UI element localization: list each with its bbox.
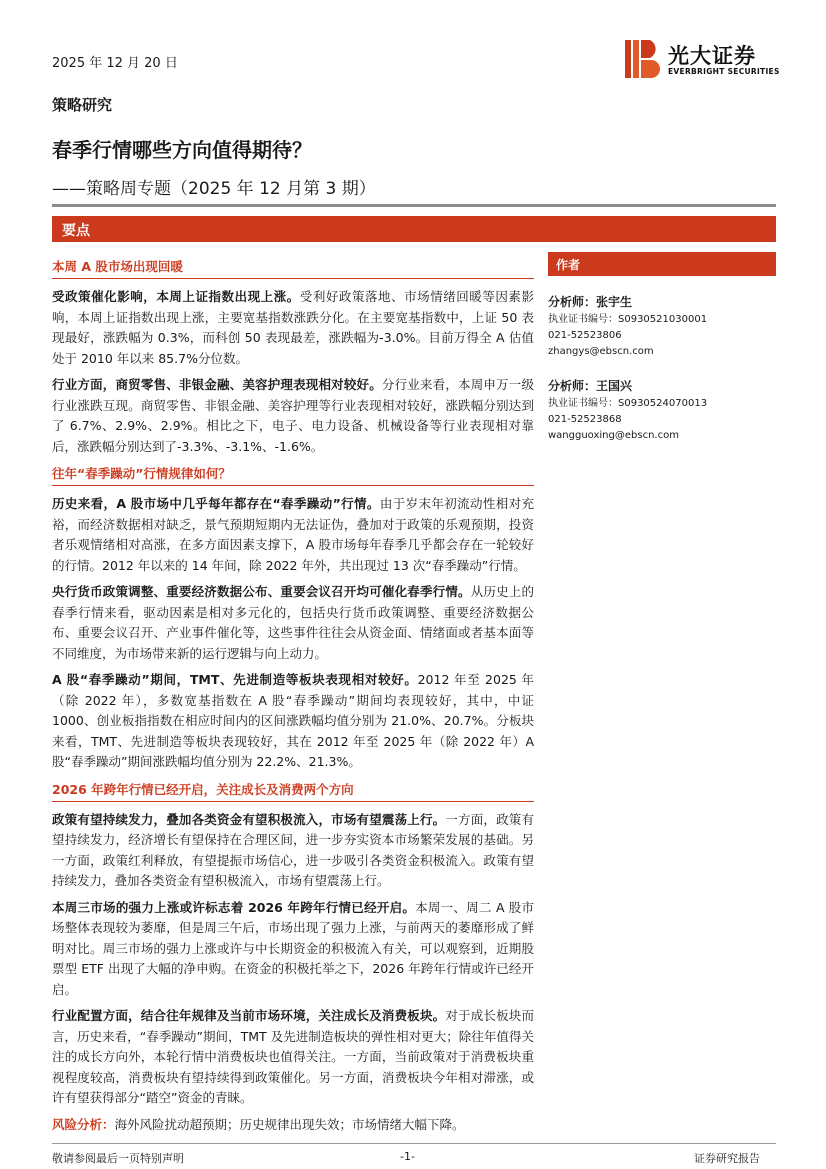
section-2 — [52, 463, 534, 773]
paragraph — [52, 898, 534, 1001]
section-heading: 本周 A 股市场出现回暖 — [52, 256, 534, 279]
paragraph-lead: 行业方面，商贸零售、非银金融、美容护理表现相对较好。 — [52, 377, 382, 392]
risk-text: 海外风险扰动超预期；历史规律出现失效；市场情绪大幅下降。 — [114, 1116, 465, 1132]
author-sidebar — [548, 252, 776, 444]
section-3 — [52, 779, 534, 1109]
paragraph-body: 由于岁末年初流动性相对充裕，而经济数据相对缺乏，景气预期短期内无法证伪，叠加对于政策的乐观预期，投资者乐观情绪相对高涨，在多方面因素支撑下，A 股市场每年春季几乎都会存在一轮较好的行情。2012 年以来的 14 年间，除 2022 年外，共出现过 13 次“春季躁动”行情。 — [52, 496, 534, 573]
logo-text-cn: 光大证券 — [668, 44, 756, 68]
analyst-phone: 021-52523868 — [548, 414, 622, 425]
page-number: -1- — [400, 1150, 415, 1163]
section-heading: 往年“春季躁动”行情规律如何？ — [52, 463, 534, 486]
paragraph-body: 一方面，政策有望持续发力，经济增长有望保持在合理区间，进一步夯实资本市场繁荣发展的基础。另一方面，政策红利释放，有望提振市场信心，进一步吸引各类资金积极流入。政策有望持续发力，叠加各类资金有望积极流入，市场有望震荡上行。 — [52, 811, 534, 888]
logo-text-en: EVERBRIGHT SECURITIES — [668, 67, 780, 76]
paragraph — [52, 375, 534, 457]
paragraph — [52, 582, 534, 664]
author-banner — [548, 252, 776, 276]
paragraph-lead: 行业配置方面，结合往年规律及当前市场环境，关注成长及消费板块。 — [52, 1008, 446, 1023]
risk-label: 风险分析： — [52, 1116, 115, 1132]
analyst-license: 执业证书编号：S0930521030001 — [548, 314, 708, 325]
divider — [52, 204, 776, 207]
analyst-license: 执业证书编号：S0930524070013 — [548, 398, 708, 409]
paragraph-lead: 央行货币政策调整、重要经济数据公布、重要会议召开均可催化春季行情。 — [52, 584, 471, 599]
paragraph-lead: 受政策催化影响，本周上证指数出现上涨。 — [52, 289, 300, 304]
paragraph — [52, 670, 534, 773]
paragraph-body: 受利好政策落地、市场情绪回暖等因素影响，本周上证指数出现上涨，主要宽基指数涨跌分化。在主要宽基指数中，上证 50 表现最好，涨跌幅为 0.3%，而科创 50 表现最差，涨跌幅为-3.0%。目前万得全 A 估值处于 2010 年以来 85.7%分位数。 — [52, 289, 534, 366]
company-logo — [622, 38, 782, 80]
analyst-name: 分析师：王国兴 — [548, 379, 633, 393]
paragraph-lead: 政策有望持续发力，叠加各类资金有望积极流入，市场有望震荡上行。 — [52, 811, 446, 827]
analyst-phone: 021-52523806 — [548, 330, 622, 341]
paragraph-body: 2012 年至 2025 年（除 2022 年），多数宽基指数在 A 股“春季躁动”期间均表现较好，其中，中证 1000、创业板指指数在相应时间内的区间涨跌幅均值分别为 21.0%、20.7%。分板块来看，TMT、先进制造等板块表现较好，其在 2012 年至 2025 年（除 2022 年）A 股“春季躁动”期间涨跌幅均值分别为 22.2%、21.3%。 — [52, 672, 534, 769]
footer-disclaimer: 敬请参阅最后一页特别声明 — [52, 1152, 184, 1165]
report-date: 2025 年 12 月 20 日 — [52, 56, 178, 71]
paragraph — [52, 287, 534, 369]
paragraph — [52, 494, 534, 576]
analyst-email[interactable]: wangguoxing@ebscn.com — [548, 430, 679, 441]
everbright-logo-icon — [622, 38, 662, 80]
analyst-email[interactable]: zhangys@ebscn.com — [548, 346, 654, 357]
author-label: 作者 — [556, 258, 581, 272]
keypoints-banner — [52, 216, 776, 242]
footer-divider — [52, 1143, 776, 1144]
page-title: 春季行情哪些方向值得期待？ — [52, 138, 312, 162]
footer-report-type: 证券研究报告 — [694, 1152, 760, 1165]
paragraph-lead: A 股“春季躁动”期间，TMT、先进制造等板块表现相对较好。 — [52, 672, 418, 687]
paragraph-lead: 历史来看，A 股市场中几乎每年都存在“春季躁动”行情。 — [52, 496, 380, 511]
paragraph-body: 分行业来看，本周申万一级行业涨跌互现。商贸零售、非银金融、美容护理等行业表现相对较好，涨跌幅分别达到了 6.7%、2.9%、2.9%。相比之下，电子、电力设备、机械设备等行业表现相对靠后，涨跌幅分别达到了-3.3%、-3.1%、-1.6%。 — [52, 377, 534, 454]
analyst-name: 分析师：张宇生 — [548, 295, 633, 309]
risk-analysis — [52, 1115, 534, 1135]
paragraph-body: 从历史上的春季行情来看，驱动因素是相对多元化的，包括央行货币政策调整、重要经济数据公布、重要会议召开、产业事件催化等，这些事件往往会从资金面、情绪面或者基本面等不同维度，为市场带来新的运行逻辑与向上动力。 — [52, 584, 534, 661]
paragraph-body: 对于成长板块而言，历史来看，“春季躁动”期间，TMT 及先进制造板块的弹性相对更大；除往年值得关注的成长方向外，本轮行情中消费板块也值得关注。一方面，当前政策对于消费板块重视程度较高，消费板块有望持续得到政策催化。另一方面，消费板块今年相对滞涨，或许有望获得部分“踏空”资金的青睐。 — [52, 1008, 534, 1105]
section-1 — [52, 256, 534, 457]
page-subtitle: ——策略周专题（2025 年 12 月第 3 期） — [52, 179, 376, 199]
paragraph — [52, 1006, 534, 1109]
keypoints-label: 要点 — [62, 223, 90, 239]
main-content — [52, 256, 534, 1135]
analyst-card — [548, 292, 776, 360]
paragraph-body: 本周一、周二 A 股市场整体表现较为萎靡，但是周三午后，市场出现了强力上涨，与前两天的萎靡形成了鲜明对比。周三市场的强力上涨或许与中长期资金的积极流入有关，可以观察到，近期股票型 ETF 出现了大幅的净申购。在资金的积极托举之下，2026 年跨年行情或许已经开启。 — [52, 899, 534, 997]
paragraph-lead: 本周三市场的强力上涨或许标志着 2026 年跨年行情已经开启。 — [52, 899, 416, 915]
section-heading: 2026 年跨年行情已经开启，关注成长及消费两个方向 — [52, 779, 534, 802]
analyst-card — [548, 376, 776, 444]
report-category: 策略研究 — [52, 96, 113, 114]
paragraph — [52, 810, 534, 892]
